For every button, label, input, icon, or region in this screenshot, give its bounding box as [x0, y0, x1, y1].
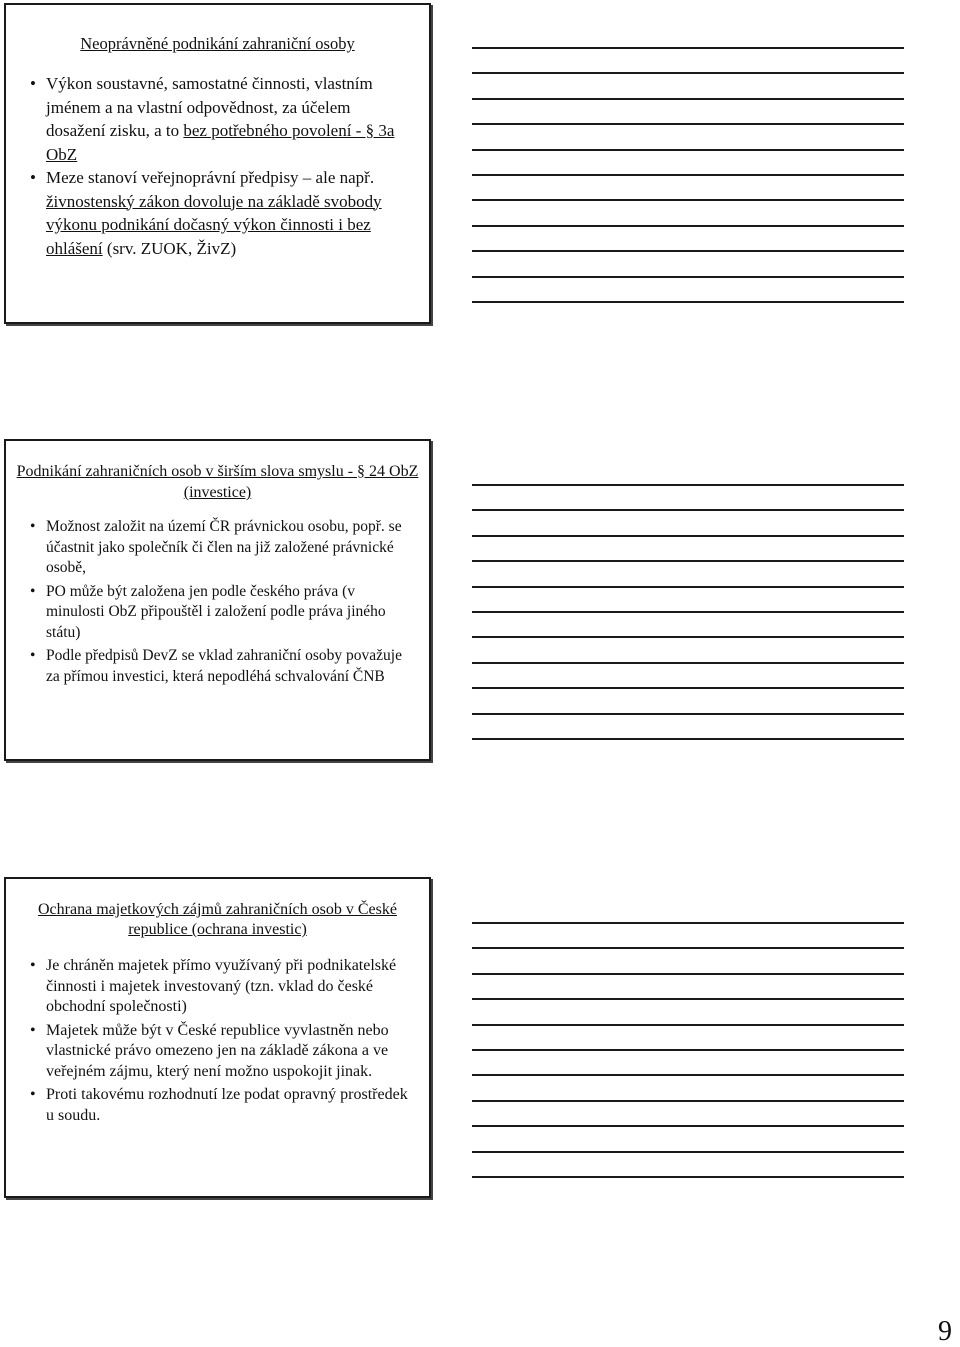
note-line: [472, 947, 904, 949]
note-line: [472, 1176, 904, 1178]
note-line: [472, 1024, 904, 1026]
note-line: [472, 225, 904, 227]
list-item: • Možnost založit na území ČR právnickou osobu, popř. se účastnit jako společník či člen na již založené právnické osobě,: [6, 517, 429, 579]
notes-lines-3: [472, 922, 904, 1201]
note-line: [472, 1125, 904, 1127]
note-line: [472, 72, 904, 74]
bullet-text-underlined: živnostenský zákon dovoluje na základě svobody výkonu podnikání dočasný výkon činnosti i bez ohlášení: [46, 191, 382, 258]
note-line: [472, 1074, 904, 1076]
bullet-text-underlined: bez potřebného povolení - § 3a ObZ: [46, 121, 395, 164]
list-item: • Podle předpisů DevZ se vklad zahraniční osoby považuje za přímou investici, která nepodléhá schvalování ČNB: [6, 646, 429, 687]
bullet-text: Meze stanoví veřejnoprávní předpisy – ale např.: [46, 168, 375, 187]
note-line: [472, 713, 904, 715]
slide-2-title: Podnikání zahraničních osob v širším slova smyslu - § 24 ObZ (investice): [16, 463, 419, 501]
note-line: [472, 199, 904, 201]
note-line: [472, 1151, 904, 1153]
list-item: • Proti takovému rozhodnutí lze podat opravný prostředek u soudu.: [6, 1085, 429, 1126]
slide-1: [4, 3, 431, 324]
page-number: 9: [938, 1316, 952, 1347]
note-line: [472, 998, 904, 1000]
list-item: • Je chráněn majetek přímo využívaný při podnikatelské činnosti i majetek investovaný (tzn. vklad do české obchodní společnosti): [6, 956, 429, 1018]
note-line: [472, 484, 904, 486]
note-line: [472, 123, 904, 125]
slide-1-title: Neoprávněné podnikání zahraniční osoby: [80, 34, 355, 53]
note-line: [472, 687, 904, 689]
list-item: [6, 72, 429, 166]
note-line: [472, 738, 904, 740]
slide-1-bullets: [6, 72, 429, 260]
note-line: [472, 509, 904, 511]
slide-2-bullets: [6, 517, 429, 687]
slide-3-bullets: [6, 956, 429, 1126]
note-line: [472, 1100, 904, 1102]
list-item: • Majetek může být v České republice vyvlastněn nebo vlastnické právo omezeno jen na základě zákona a ve veřejném zájmu, který není možno uspokojit jinak.: [6, 1021, 429, 1083]
bullet-text: Výkon soustavné, samostatné činnosti, vlastním jménem a na vlastní odpovědnost, za účelem dosažení zisku, a to: [46, 74, 373, 140]
note-line: [472, 922, 904, 924]
note-line: [472, 47, 904, 49]
note-line: [472, 636, 904, 638]
note-line: [472, 98, 904, 100]
note-line: [472, 973, 904, 975]
notes-lines-1: [472, 47, 904, 326]
note-line: [472, 662, 904, 664]
note-line: [472, 276, 904, 278]
note-line: [472, 1049, 904, 1051]
note-line: [472, 560, 904, 562]
note-line: [472, 149, 904, 151]
note-line: [472, 174, 904, 176]
bullet-text-tail: (srv. ZUOK, ŽivZ): [102, 238, 237, 258]
slide-2: [4, 439, 431, 761]
slide-3: [4, 877, 431, 1198]
slide-3-title: Ochrana majetkových zájmů zahraničních osob v České republice (ochrana investic): [38, 901, 397, 938]
list-item: • PO může být založena jen podle českého práva (v minulosti ObZ připouštěl i založení podle práva jiného státu): [6, 582, 429, 644]
note-line: [472, 535, 904, 537]
list-item: [6, 166, 429, 260]
note-line: [472, 586, 904, 588]
notes-lines-2: [472, 484, 904, 763]
note-line: [472, 611, 904, 613]
note-line: [472, 250, 904, 252]
note-line: [472, 301, 904, 303]
